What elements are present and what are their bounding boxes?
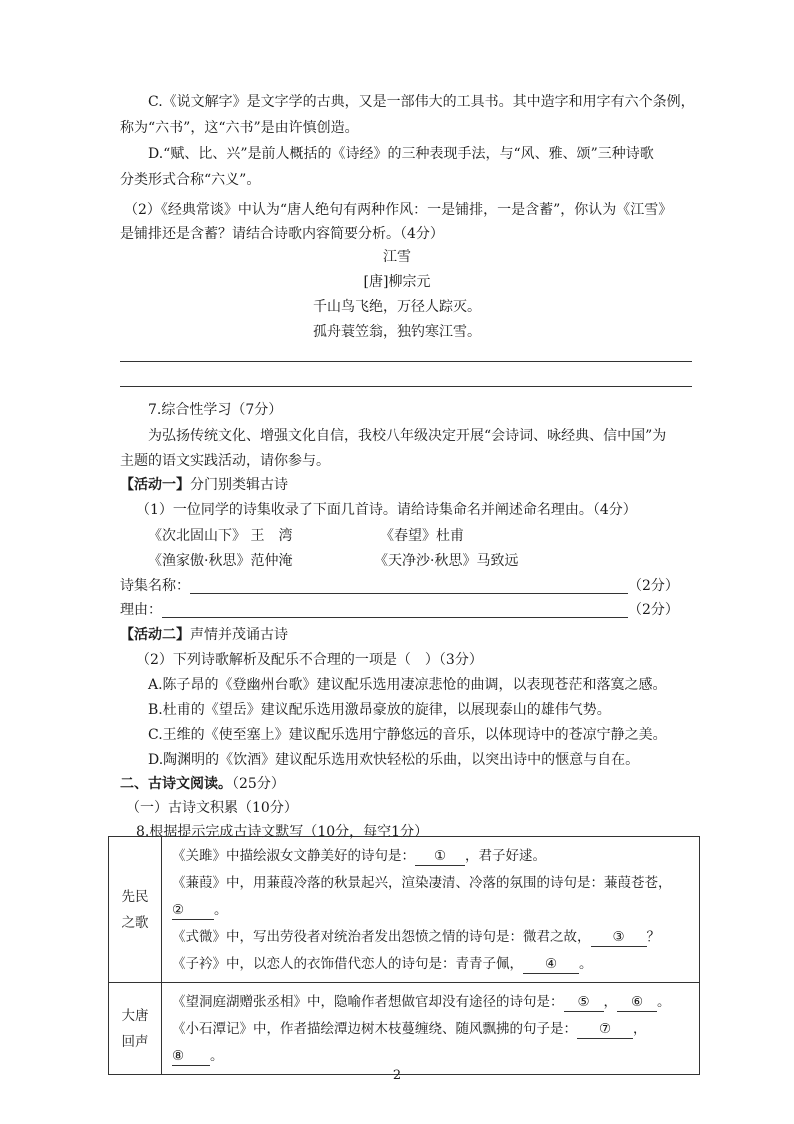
blank-2[interactable]: ② xyxy=(172,901,214,920)
table-row xyxy=(109,837,700,983)
blank-3[interactable]: ③ xyxy=(591,928,647,947)
activity2-tag: 【活动二】 xyxy=(120,627,190,643)
q7-title: 7.综合性学习（7分） xyxy=(148,402,283,418)
q6-2-line1: （2）《经典常谈》中认为“唐人绝句有两种作风：一是铺排，一是含蓄”，你认为《江雪》 xyxy=(124,202,673,218)
reason-score: （2分） xyxy=(628,602,679,618)
answer-line-2[interactable] xyxy=(120,386,692,387)
collection-name-label: 诗集名称： xyxy=(120,578,190,594)
section2-title: 二、古诗文阅读。 xyxy=(120,776,232,792)
q6-2-line2: 是铺排还是含蓄？请结合诗歌内容简要分析。（4分） xyxy=(120,226,444,242)
poem-title: 江雪 xyxy=(383,249,411,265)
poem-item-3: 《渔家傲·秋思》范仲淹 xyxy=(148,553,293,569)
blank-1[interactable]: ① xyxy=(415,847,465,866)
recitation-table xyxy=(108,836,700,1075)
activity2-option-b: B.杜甫的《望岳》建议配乐选用激昂豪放的旋律，以展现泰山的雄伟气势。 xyxy=(148,702,611,718)
poem-item-2: 《春望》杜甫 xyxy=(380,528,464,544)
section2-heading xyxy=(120,774,285,794)
option-d-line1: D.“赋、比、兴”是前人概括的《诗经》的三种表现手法，与“风、雅、颂”三种诗歌 xyxy=(148,146,654,162)
q8-title: 8.根据提示完成古诗文默写（10分，每空1分） xyxy=(136,824,429,840)
blank-6[interactable]: ⑥ xyxy=(617,993,657,1012)
collection-name-score: （2分） xyxy=(628,578,679,594)
blank-8[interactable]: ⑧ xyxy=(172,1047,210,1066)
question-line: ② 。 xyxy=(172,902,228,918)
section2-sub1: （一）古诗文积累（10分） xyxy=(126,800,298,816)
poem-line2: 孤舟蓑笠翁，独钓寒江雪。 xyxy=(313,324,481,340)
activity1-question: （1）一位同学的诗集收录了下面几首诗。请给诗集命名并阐述命名理由。（4分） xyxy=(136,502,637,518)
question-line: 《小石潭记》中，作者描绘潭边树木枝蔓缠绕、随风飘拂的句子是： ⑦ ， xyxy=(172,1021,647,1037)
reason-label: 理由： xyxy=(120,602,162,618)
category-label: 之歌 xyxy=(121,914,149,931)
option-c-line1: C.《说文解字》是文字学的古典，又是一部伟大的工具书。其中造字和用字有六个条例， xyxy=(148,94,695,110)
activity2-question: （2）下列诗歌解析及配乐不合理的一项是（ ）（3分） xyxy=(136,652,483,668)
page-number: 2 xyxy=(392,1068,402,1083)
reason-blank[interactable] xyxy=(162,602,628,618)
poem-author: [唐]柳宗元 xyxy=(363,274,431,290)
category-label: 大唐 xyxy=(121,1007,149,1024)
activity2-option-d: D.陶渊明的《饮酒》建议配乐选用欢快轻松的乐曲，以突出诗中的惬意与自在。 xyxy=(148,752,640,768)
q7-intro-line2: 主题的语文实践活动，请你参与。 xyxy=(120,453,330,469)
blank-5[interactable]: ⑤ xyxy=(564,993,604,1012)
question-line: 《关雎》中描绘淑女文静美好的诗句是： ① ，君子好逑。 xyxy=(172,848,546,864)
answer-line-1[interactable] xyxy=(120,361,692,362)
poem-line1: 千山鸟飞绝，万径人踪灭。 xyxy=(313,299,481,315)
activity2-heading xyxy=(120,625,288,645)
activity1-heading xyxy=(120,475,288,495)
question-line: ⑧ 。 xyxy=(172,1048,224,1064)
option-d-line2: 分类形式合称“六义”。 xyxy=(120,172,261,188)
reason-row xyxy=(120,600,679,620)
blank-4[interactable]: ④ xyxy=(523,955,579,974)
option-c-line2: 称为“六书”，这“六书”是由许慎创造。 xyxy=(120,120,359,136)
category-ancestors xyxy=(109,837,162,983)
category-label: 先民 xyxy=(121,888,149,905)
question-line: 《望洞庭湖赠张丞相》中，隐喻作者想做官却没有途径的诗句是： ⑤ ， ⑥ 。 xyxy=(172,994,671,1010)
question-line: 《式微》中，写出劳役者对统治者发出怨愤之情的诗句是：微君之故， ③ ？ xyxy=(172,929,660,945)
q7-intro-line1: 为弘扬传统文化、增强文化自信，我校八年级决定开展“会诗词、咏经典、信中国”为 xyxy=(148,428,667,444)
category-label: 回声 xyxy=(121,1033,149,1050)
question-line: 《蒹葭》中，用蒹葭冷落的秋景起兴，渲染凄清、冷落的氛围的诗句是：蒹葭苍苍， xyxy=(172,875,672,891)
tang-questions xyxy=(162,983,700,1075)
collection-name-blank[interactable] xyxy=(190,578,628,594)
poem-item-4: 《天净沙·秋思》马致远 xyxy=(374,553,519,569)
activity1-tag: 【活动一】 xyxy=(120,477,190,493)
activity2-text: 声情并茂诵古诗 xyxy=(190,627,288,643)
collection-name-row xyxy=(120,576,679,596)
question-line: 《子衿》中，以恋人的衣饰借代恋人的诗句是：青青子佩， ④ 。 xyxy=(172,956,593,972)
activity1-text: 分门别类辑古诗 xyxy=(190,477,288,493)
blank-7[interactable]: ⑦ xyxy=(577,1020,633,1039)
activity2-option-a: A.陈子昂的《登幽州台歌》建议配乐选用凄凉悲怆的曲调，以表现苍茫和落寞之感。 xyxy=(148,677,667,693)
poem-item-1: 《次北固山下》 王 湾 xyxy=(148,528,293,544)
category-tang xyxy=(109,983,162,1075)
activity2-option-c: C.王维的《使至塞上》建议配乐选用宁静悠远的音乐，以体现诗中的苍凉宁静之美。 xyxy=(148,727,667,743)
table-row xyxy=(109,983,700,1075)
ancestors-questions xyxy=(162,837,700,983)
section2-score: （25分） xyxy=(232,776,285,792)
